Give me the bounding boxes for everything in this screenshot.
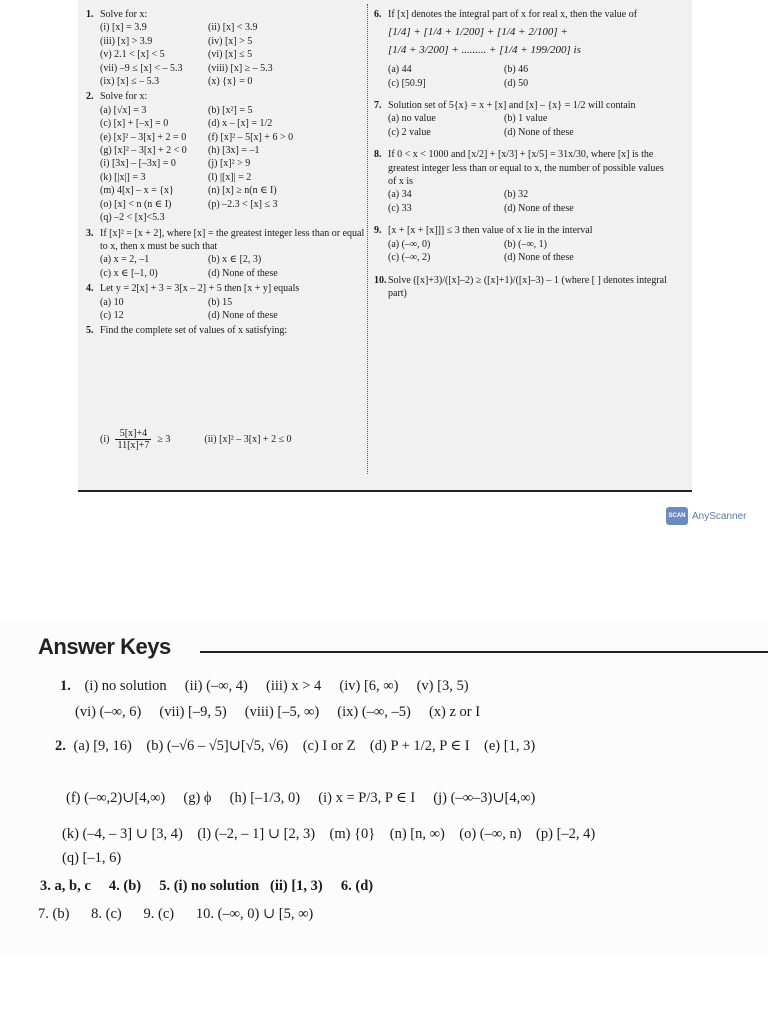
option: (a) x = 2, –1	[100, 254, 150, 266]
option: (o) [x] < n (n ∈ I)	[100, 198, 172, 210]
question-text: [x + [x + [x]]] ≤ 3 then value of x lie in the interval	[388, 225, 593, 237]
option: (b) 1 value	[504, 113, 548, 125]
scanner-watermark	[666, 507, 746, 525]
option: (d) None of these	[504, 202, 574, 214]
question-text: If [x] denotes the integral part of x for real x, then the value of	[388, 9, 638, 20]
question-number: 10.	[374, 274, 387, 286]
option: (g) [x]² – 3[x] + 2 < 0	[100, 145, 187, 157]
relation: ≥ 3	[157, 434, 171, 445]
question-1	[86, 8, 368, 88]
q6-expression-line1: [1/4] + [1/4 + 1/200] + [1/4 + 2/100] +	[388, 26, 568, 39]
q6-expression-line2: [1/4 + 3/200] + ......... + [1/4 + 199/200] is	[388, 43, 581, 56]
question-number: 5.	[86, 325, 94, 337]
option: (ii) [x] < 3.9	[208, 22, 258, 34]
right-column	[374, 8, 674, 302]
option: (c) 12	[100, 309, 124, 321]
option: (v) 2.1 < [x] < 5	[100, 49, 165, 61]
option: (f) [x]² – 5[x] + 6 > 0	[208, 131, 294, 143]
question-5	[86, 324, 368, 337]
question-5-parts	[100, 428, 292, 451]
option: (vi) [x] ≤ 5	[208, 49, 253, 61]
option: (a) 10	[100, 296, 124, 308]
question-text: Solve ([x]+3)/([x]–2) ≥ ([x]+1)/([x]–3) – 1 (where [ ] denotes integral part)	[388, 274, 667, 299]
option: (p) –2.3 < [x] ≤ 3	[208, 198, 278, 210]
option: (d) None of these	[208, 309, 278, 321]
option: (iv) [x] > 5	[208, 35, 253, 47]
question-number: 3.	[86, 227, 94, 239]
question-9	[374, 224, 674, 264]
option: (b) x ∈ [2, 3)	[208, 254, 262, 266]
question-number: 9.	[374, 225, 382, 237]
fraction-denominator: 11[x]+7	[117, 440, 150, 451]
left-column	[86, 8, 368, 340]
option: (c) [x] + [–x] = 0	[100, 118, 169, 130]
option: (c) 2 value	[388, 126, 431, 138]
answer-keys-title: Answer Keys	[38, 634, 171, 659]
option: (i) [x] = 3.9	[100, 22, 147, 34]
question-text: If [x]² = [x + 2], where [x] = the greatest integer less than or equal to x, then x must be such that	[100, 227, 365, 252]
option: (a) [√x] = 3	[100, 104, 147, 116]
question-number: 4.	[86, 283, 94, 295]
scanner-logo-icon: SCAN	[666, 507, 688, 525]
option: (x) {x} = 0	[208, 76, 253, 88]
question-number: 7.	[374, 100, 382, 112]
option: (vii) –9 ≤ [x] < – 5.3	[100, 62, 183, 74]
option: (viii) [x] ≥ – 5.3	[208, 62, 273, 74]
option	[208, 211, 368, 224]
option: (q) –2 < [x]<5.3	[100, 212, 165, 224]
option: (e) [x]² – 3[x] + 2 = 0	[100, 131, 187, 143]
option: (n) [x] ≥ n(n ∈ I)	[208, 185, 277, 197]
question-text: Solve for x:	[100, 9, 148, 20]
option: (ix) [x] ≤ – 5.3	[100, 76, 160, 88]
answer-row	[60, 678, 469, 695]
option: (b) [x²] = 5	[208, 104, 253, 116]
question-7	[374, 99, 674, 139]
question-2	[86, 90, 368, 224]
option: (a) no value	[388, 113, 436, 125]
answer-row: (f) (–∞,2)∪[4,∞) (g) ϕ (h) [–1/3, 0) (i) x = P/3, P ∈ I (j) (–∞–3)∪[4,∞)	[66, 790, 536, 806]
option: (d) x – [x] = 1/2	[208, 118, 273, 130]
question-8	[374, 148, 674, 215]
option: (d) 50	[504, 77, 529, 89]
fraction-numerator: 5[x]+4	[115, 428, 151, 440]
answer-text: (a) [9, 16) (b) (–√6 – √5]∪[√5, √6) (c) I or Z (d) P + 1/2, P ∈ I (e) [1, 3)	[73, 738, 536, 754]
option: (c) 33	[388, 202, 412, 214]
question-text: If 0 < x < 1000 and [x/2] + [x/3] + [x/5] = 31x/30, where [x] is the greatest integer less than or equal to x, the number of possible values of x is	[388, 149, 664, 188]
scanner-label: AnyScanner	[692, 510, 747, 522]
option: (c) (–∞, 2)	[388, 252, 431, 264]
option: (m) 4[x] – x = {x}	[100, 185, 174, 197]
option: (d) None of these	[504, 252, 574, 264]
answer-number: 2.	[55, 738, 66, 754]
option: (l) |[x]| = 2	[208, 171, 252, 183]
question-number: 2.	[86, 91, 94, 103]
option: (b) 46	[504, 64, 529, 76]
question-text: Find the complete set of values of x satisfying:	[100, 325, 288, 337]
title-rule	[200, 651, 768, 653]
option: (b) 15	[208, 296, 233, 308]
option: (c) x ∈ [–1, 0)	[100, 267, 158, 279]
question-text: Solution set of 5{x} = x + [x] and [x] – {x} = 1/2 will contain	[388, 100, 636, 112]
answer-row	[55, 738, 535, 755]
question-number: 6.	[374, 9, 382, 20]
option: (d) None of these	[208, 267, 278, 279]
option: (k) [|x|] = 3	[100, 171, 146, 183]
answer-number: 1.	[60, 678, 71, 694]
question-sheet	[78, 0, 692, 492]
option: (i) [3x] – [–3x] = 0	[100, 158, 176, 170]
part-label: (i)	[100, 434, 110, 445]
question-text: Solve for x:	[100, 91, 148, 103]
option: (b) 32	[504, 189, 529, 201]
question-4	[86, 282, 368, 322]
question-10	[374, 274, 674, 301]
answer-text: (i) no solution (ii) (–∞, 4) (iii) x > 4 (iv) [6, ∞) (v) [3, 5)	[84, 678, 469, 694]
answer-row: (vi) (–∞, 6) (vii) [–9, 5) (viii) [–5, ∞) (ix) (–∞, –5) (x) z or I	[75, 704, 481, 720]
fraction	[115, 428, 151, 451]
question-text: Let y = 2[x] + 3 = 3[x – 2] + 5 then [x + y] equals	[100, 283, 300, 295]
option: (d) None of these	[504, 126, 574, 138]
option: (iii) [x] > 3.9	[100, 35, 153, 47]
answer-row: 7. (b) 8. (c) 9. (c) 10. (–∞, 0) ∪ [5, ∞)	[38, 906, 314, 922]
option: (c) [50.9]	[388, 77, 426, 89]
question-3	[86, 227, 368, 281]
part-ii: (ii) [x]² – 3[x] + 2 ≤ 0	[204, 434, 292, 445]
option: (j) [x]² > 9	[208, 158, 251, 170]
option: (a) (–∞, 0)	[388, 238, 431, 250]
answer-row: 3. a, b, c 4. (b) 5. (i) no solution (ii) [1, 3) 6. (d)	[40, 878, 374, 894]
option: (h) [3x] = –1	[208, 145, 260, 157]
answer-keys-section	[0, 620, 768, 955]
option: (b) (–∞, 1)	[504, 238, 547, 250]
question-6	[374, 8, 674, 90]
question-number: 1.	[86, 9, 94, 20]
option: (a) 44	[388, 64, 412, 76]
answer-row: (k) (–4, – 3] ∪ [3, 4) (l) (–2, – 1] ∪ [2, 3) (m) {0} (n) [n, ∞) (o) (–∞, n) (p) [–2, 4)	[62, 826, 596, 842]
question-number: 8.	[374, 149, 382, 161]
option: (a) 34	[388, 189, 412, 201]
answer-row: (q) [–1, 6)	[62, 850, 122, 866]
